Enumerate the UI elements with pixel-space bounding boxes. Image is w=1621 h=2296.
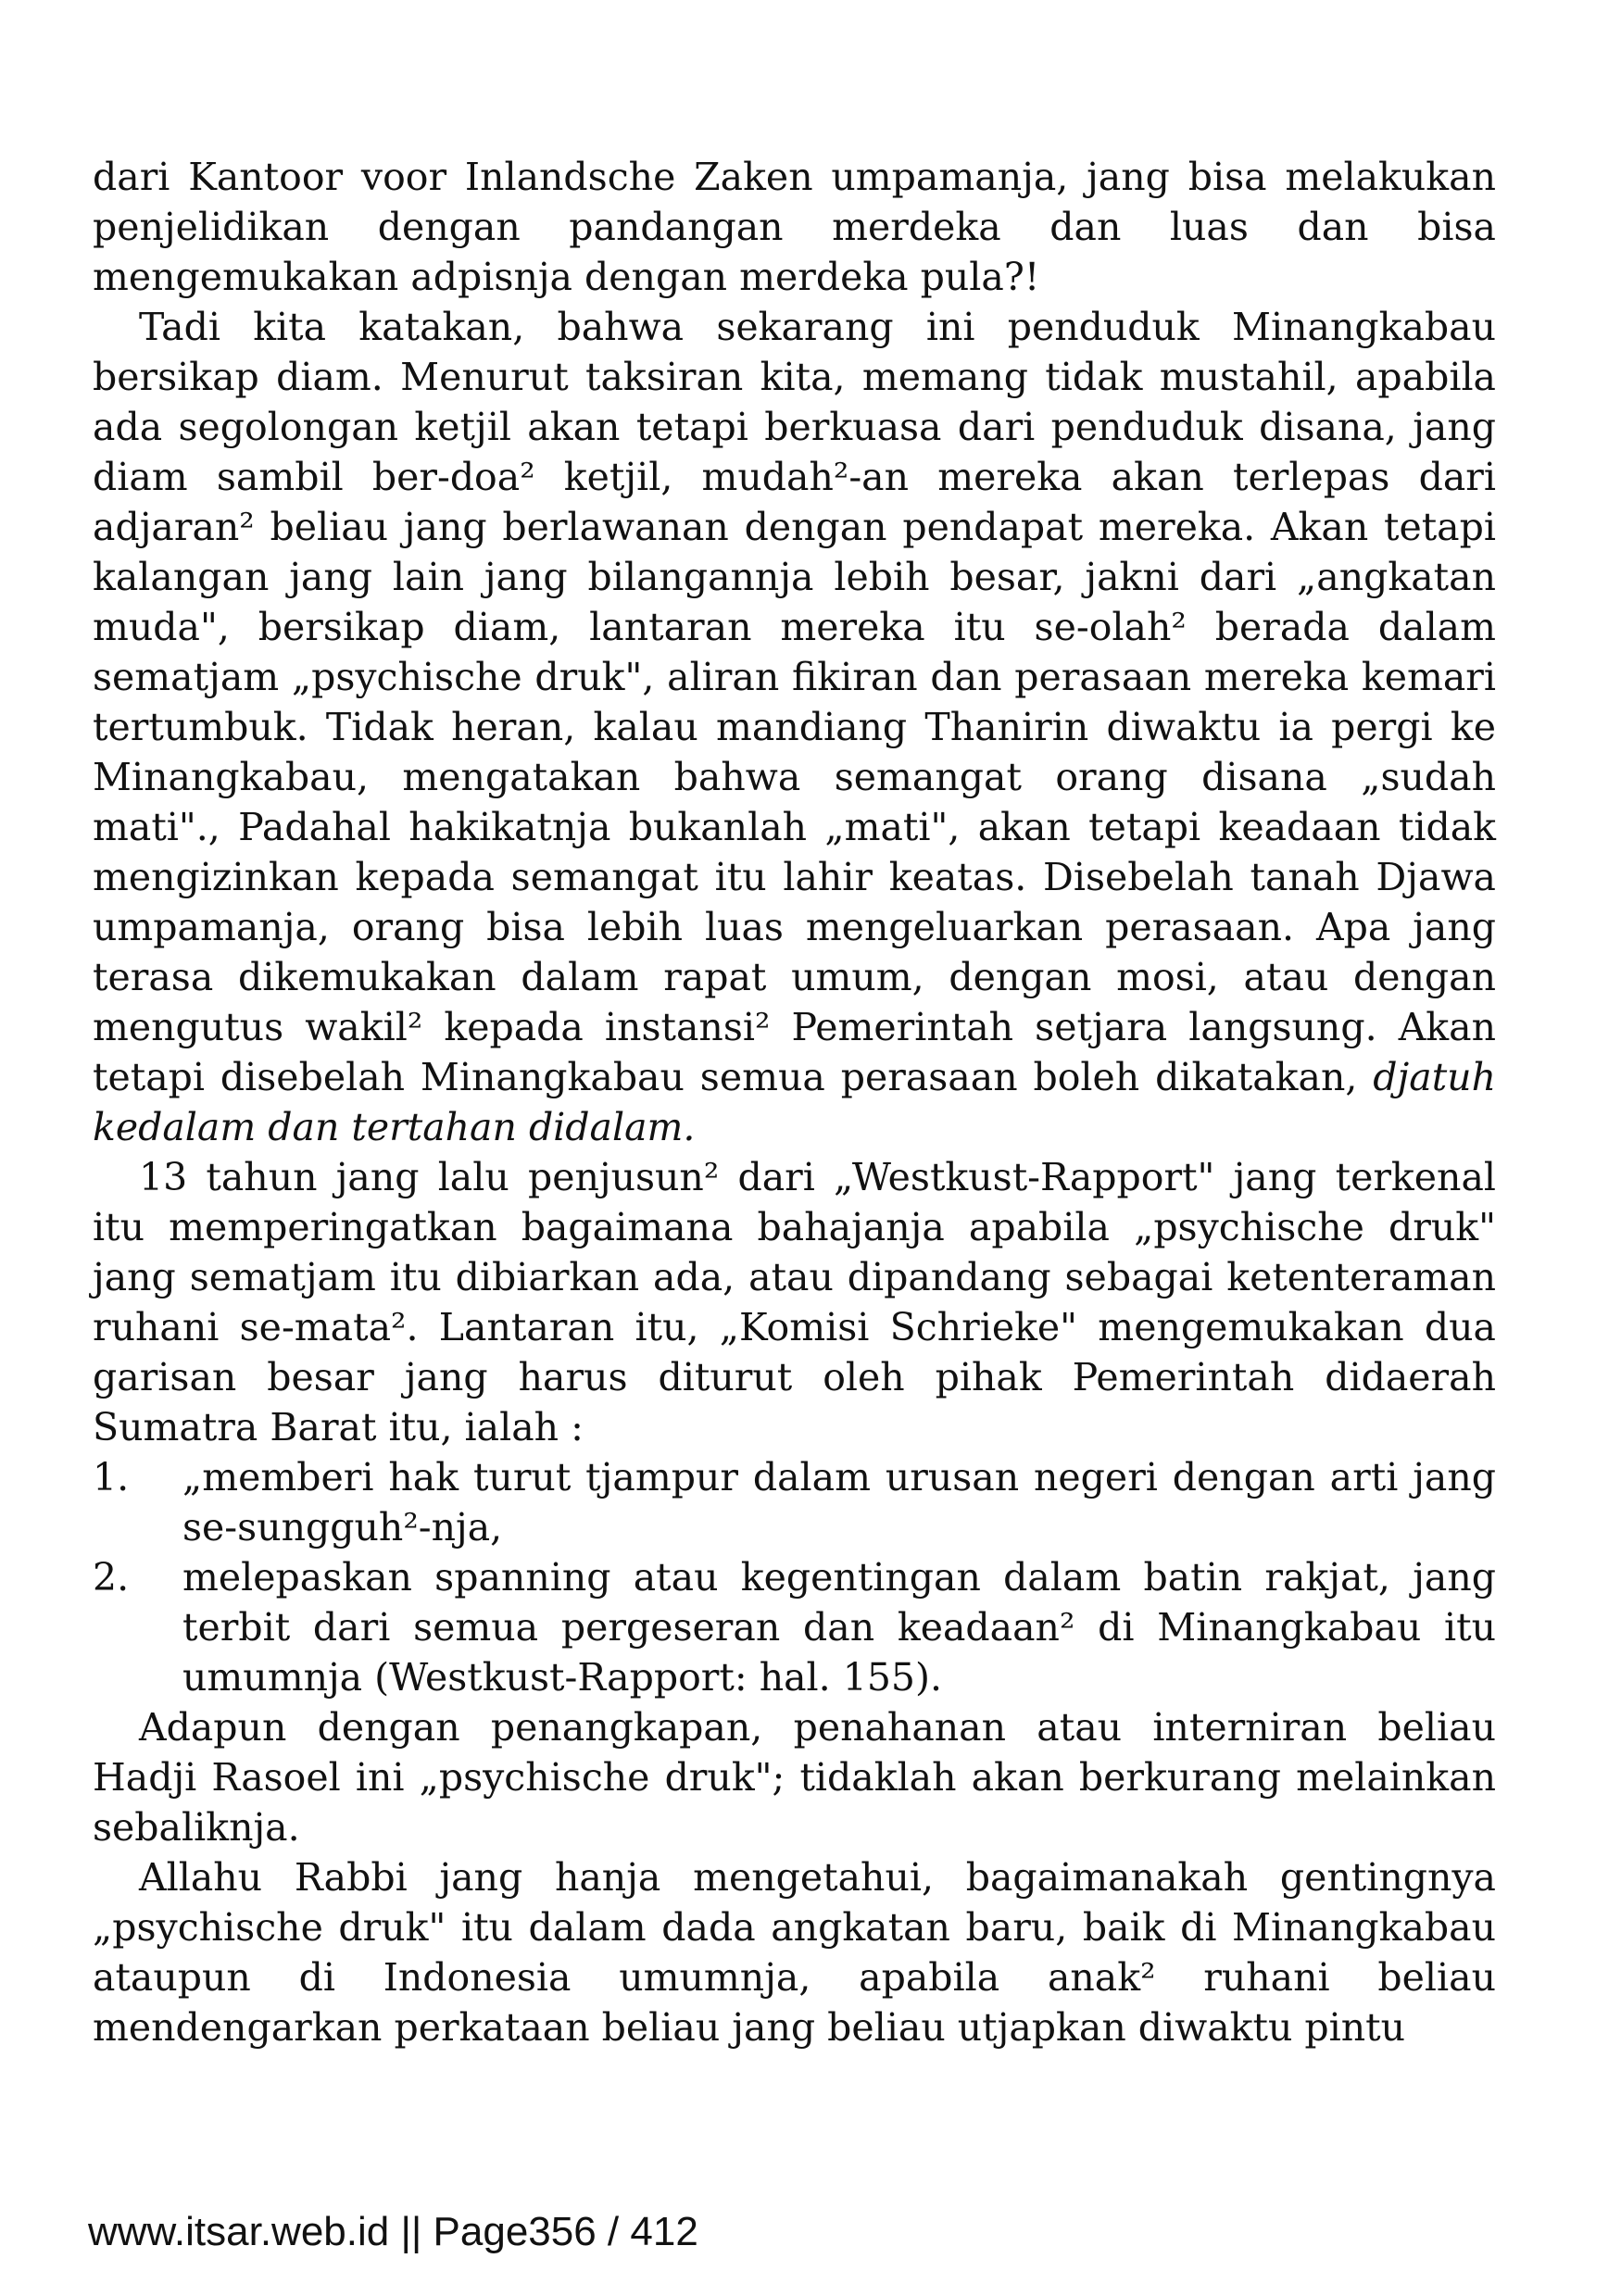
paragraph-3: 13 tahun jang lalu penjusun² dari „Westkust-Rapport" jang terkenal itu memperingatkan bagaimana bahajanja apabila „psychische druk" jang sematjam itu dibiarkan ada, atau dipandang sebagai ketenteraman ruhani se-mata². Lantaran itu, „Komisi Schrieke" mengemukakan dua garisan besar jang harus diturut oleh pihak Pemerintah didaerah Sumatra Barat itu, ialah : (93, 1155, 1496, 1449)
page-footer: www.itsar.web.id || Page356 / 412 (88, 2209, 698, 2254)
list-item-1 (93, 1452, 1496, 1552)
list-item-2 (93, 1552, 1496, 1702)
paragraph-4: Adapun dengan penangkapan, penahanan atau interniran beliau Hadji Rasoel ini „psychische druk"; tidaklah akan berkurang melainkan sebaliknja. (93, 1705, 1496, 1850)
paragraph-1: dari Kantoor voor Inlandsche Zaken umpamanja, jang bisa melakukan penjelidikan dengan pandangan merdeka dan luas dan bisa mengemukakan adpisnja dengan merdeka pula?! (93, 155, 1496, 299)
paragraph-5: Allahu Rabbi jang hanja mengetahui, bagaimanakah gentingnya „psychische druk" itu dalam dada angkatan baru, baik di Minangkabau ataupun di Indonesia umumnja, apabila anak² ruhani beliau mendengarkan perkataan beliau jang beliau utjapkan diwaktu pintu (93, 1855, 1496, 2050)
page-body (93, 152, 1496, 2052)
paragraph-2-text: Tadi kita katakan, bahwa sekarang ini penduduk Minangkabau bersikap diam. Menurut taksiran kita, memang tidak mustahil, apabila ada segolongan ketjil akan tetapi berkuasa dari penduduk disana, jang diam sambil ber-doa² ketjil, mudah²-an mereka akan terlepas dari adjaran² beliau jang berlawanan dengan pendapat mereka. Akan tetapi kalangan jang lain jang bilangannja lebih besar, jakni dari „angkatan muda", bersikap diam, lantaran mereka itu se-olah² berada dalam sematjam „psychische druk", aliran fikiran dan perasaan mereka kemari tertumbuk. Tidak heran, kalau mandiang Thanirin diwaktu ia pergi ke Minangkabau, mengatakan bahwa semangat orang disana „sudah mati"., Padahal hakikatnja bukanlah „mati", akan tetapi keadaan tidak mengizinkan kepada semangat itu lahir keatas. Disebelah tanah Djawa umpamanja, orang bisa lebih luas mengeluarkan perasaan. Apa jang terasa dikemukakan dalam rapat umum, dengan mosi, atau dengan mengutus wakil² kepada instansi² Pemerintah setjara langsung. Akan tetapi disebelah Minangkabau semua perasaan boleh dikatakan, (93, 305, 1496, 1099)
paragraph-2-italic: djatuh kedalam dan tertahan didalam. (93, 1055, 1496, 1149)
paragraph-2 (93, 302, 1496, 1152)
list-text: „memberi hak turut tjampur dalam urusan negeri dengan arti jang se-sungguh²-nja, (182, 1455, 1496, 1549)
list-number: 1. (93, 1455, 130, 1499)
list-text: melepaskan spanning atau kegentingan dalam batin rakjat, jang terbit dari semua pergeseran dan keadaan² di Minangkabau itu umumnja (Westkust-Rapport: hal. 155). (182, 1555, 1496, 1700)
list-number: 2. (93, 1555, 130, 1600)
